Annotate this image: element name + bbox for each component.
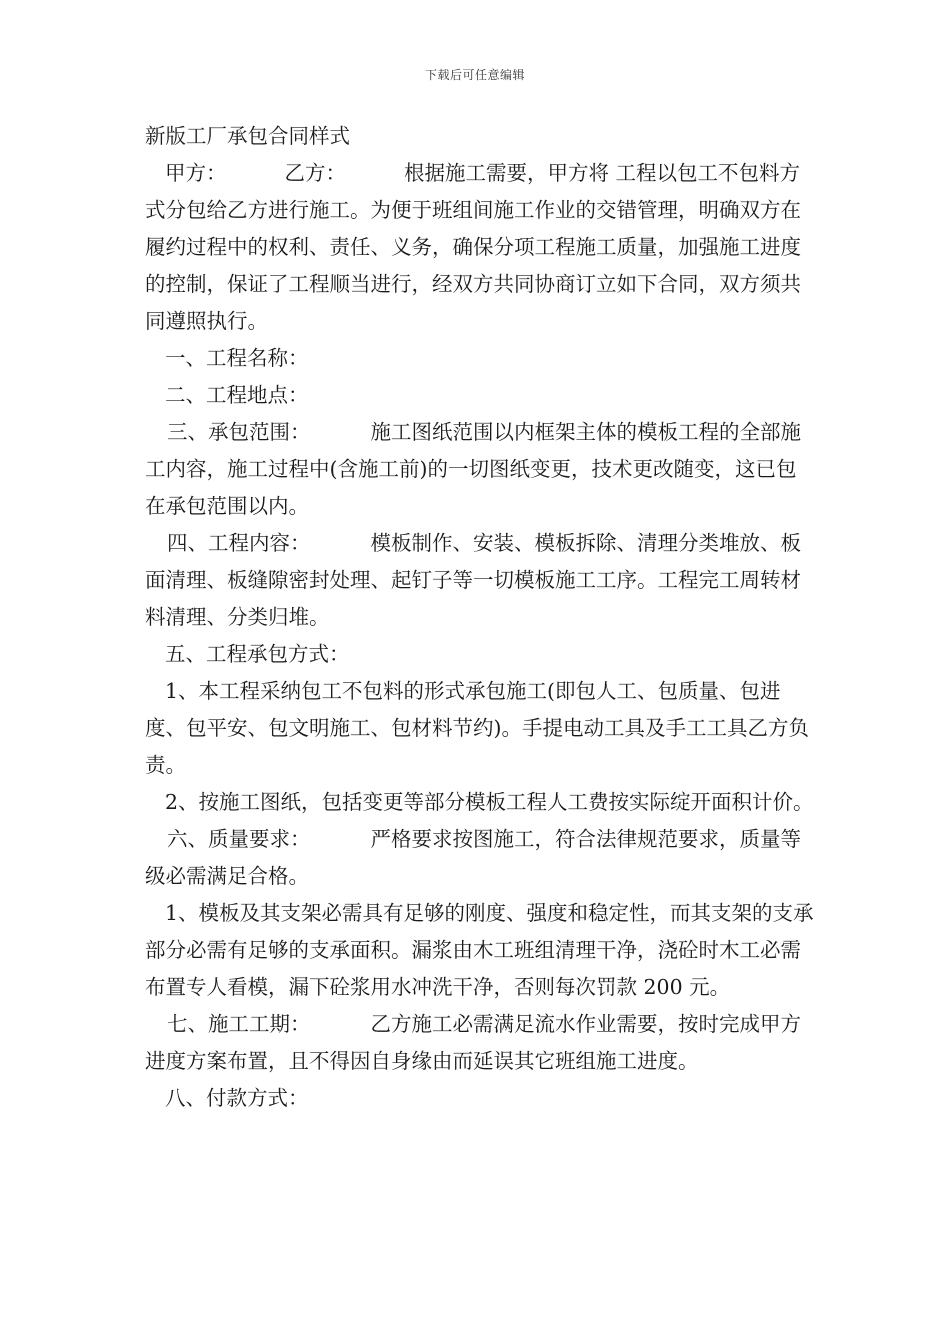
section-4-text: 模板制作、安装、模板拆除、清理分类堆放、板面清理、板缝隙密封处理、起钉子等一切模板施工工序。工程完工周转材料清理、分类归堆。 [145, 531, 801, 629]
section-4-paragraph [145, 525, 815, 636]
section-5-heading: 五、工程承包方式： [165, 642, 350, 666]
section-7-heading: 七、施工工期： [167, 1012, 311, 1036]
section-4-heading: 四、工程内容： [167, 531, 311, 555]
page-header: 下载后可任意编辑 [424, 68, 525, 82]
section-7-text: 乙方施工必需满足流水作业需要，按时完成甲方进度方案布置，且不得因自身缘由而延误其它班组施工进度。 [145, 1012, 801, 1073]
party-a-label: 甲方： [165, 161, 227, 185]
section-2-heading: 二、工程地点： [165, 383, 309, 407]
section-3-text: 施工图纸范围以内框架主体的模板工程的全部施工内容，施工过程中(含施工前)的一切图纸变更，技术更改随变，这已包在承包范围以内。 [145, 420, 801, 518]
section-6-text: 严格要求按图施工，符合法律规范要求，质量等级必需满足合格。 [145, 827, 801, 888]
section-8-heading: 八、付款方式： [165, 1086, 309, 1110]
document-body [145, 118, 815, 1117]
intro-paragraph [145, 155, 815, 340]
intro-text: 根据施工需要，甲方将 工程以包工不包料方式分包给乙方进行施工。为便于班组间施工作业的交错管理，明确双方在履约过程中的权利、责任、义务，确保分项工程施工质量，加强施工进度的控制，保证了工程顺当进行，经双方共同协商订立如下合同，双方须共同遵照执行。 [145, 161, 801, 333]
section-5-item-2: 2、按施工图纸，包括变更等部分模板工程人工费按实际绽开面积计价。 [165, 790, 814, 814]
section-5-item-1: 1、本工程采纳包工不包料的形式承包施工(即包人工、包质量、包进度、包平安、包文明施工、包材料节约)。手提电动工具及手工工具乙方负责。 [145, 679, 809, 777]
section-6-paragraph [145, 821, 815, 895]
party-b-label: 乙方： [284, 161, 346, 185]
section-1-heading: 一、工程名称： [165, 346, 309, 370]
section-6-item-1: 1、模板及其支架必需具有足够的刚度、强度和稳定性，而其支架的支承部分必需有足够的支承面积。漏浆由木工班组清理干净，浇砼时木工必需布置专人看模，漏下砼浆用水冲洗干净，否则每次罚款 200 元。 [145, 901, 814, 999]
section-3-heading: 三、承包范围： [167, 420, 311, 444]
section-7-paragraph [145, 1006, 815, 1080]
section-3-paragraph [145, 414, 815, 525]
document-title: 新版工厂承包合同样式 [145, 124, 350, 148]
section-6-heading: 六、质量要求： [167, 827, 311, 851]
